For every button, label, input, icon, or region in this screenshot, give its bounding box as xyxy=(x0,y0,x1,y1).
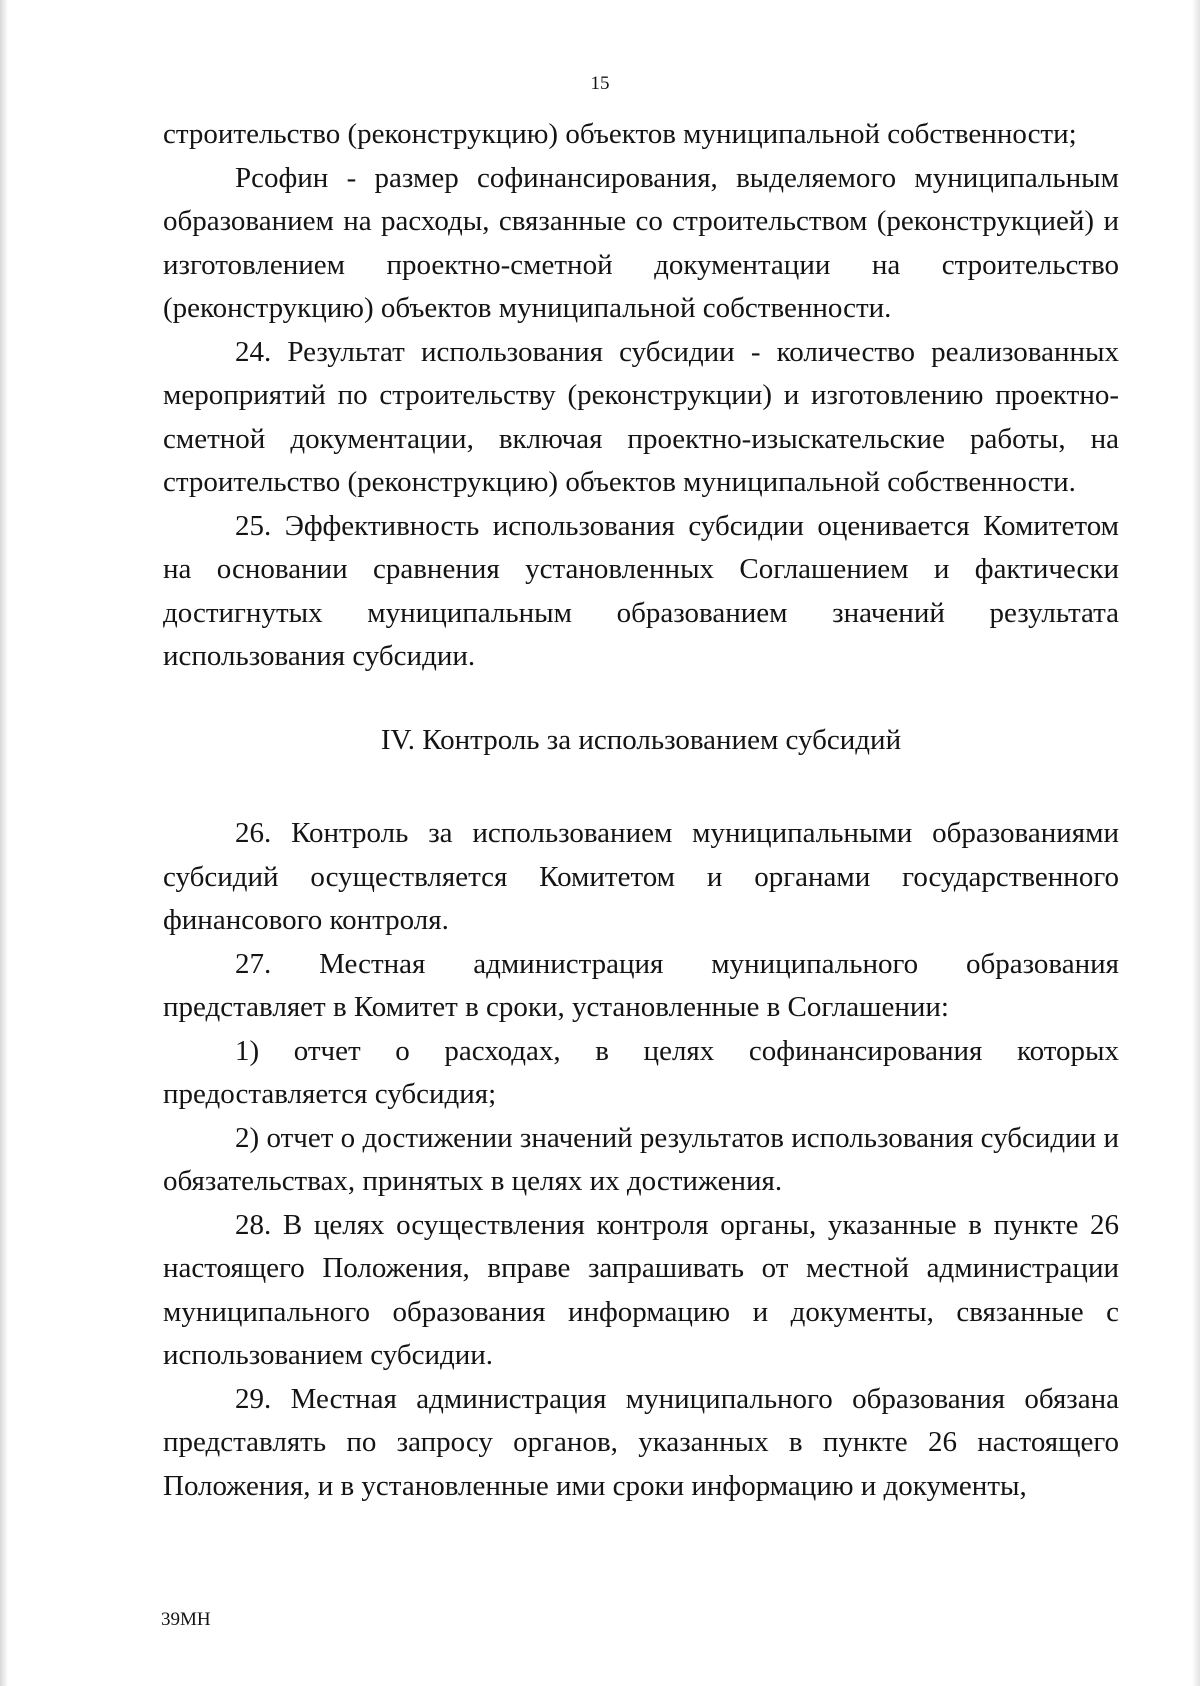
paragraph: 1) отчет о расходах, в целях софинансирования которых предоставляется субсидия; xyxy=(163,1034,1119,1110)
section-heading: IV. Контроль за использованием субсидий xyxy=(380,723,902,756)
document-body xyxy=(163,113,1119,1508)
document-code: 39МН xyxy=(161,1609,211,1630)
paragraph: 28. В целях осуществления контроля органы, указанные в пункте 26 настоящего Положения, вправе запрашивать от местной администрации муниципального образования информацию и документы, связанные с использованием субсидии. xyxy=(163,1208,1119,1371)
scan-edge-right xyxy=(1192,0,1200,1686)
paragraph: 25. Эффективность использования субсидии оценивается Комитетом на основании сравнения установленных Соглашением и фактически достигнутых муниципальным образованием значений результата использования субсидии. xyxy=(163,509,1119,672)
scan-edge-left xyxy=(0,0,8,1686)
paragraph: 24. Результат использования субсидии - количество реализованных мероприятий по строительству (реконструкции) и изготовлению проектно-сметной документации, включая проектно-изыскательские работы, на строительство (реконструкцию) объектов муниципальной собственности. xyxy=(163,335,1119,498)
paragraph: 27. Местная администрация муниципального образования представляет в Комитет в сроки, установленные в Соглашении: xyxy=(163,947,1119,1023)
paragraphs-bottom xyxy=(163,812,1119,1508)
page-number: 15 xyxy=(590,73,610,94)
paragraph: 26. Контроль за использованием муниципальными образованиями субсидий осуществляется Комитетом и органами государственного финансового контроля. xyxy=(163,817,1119,936)
paragraph: строительство (реконструкцию) объектов муниципальной собственности; xyxy=(163,118,1077,150)
paragraphs-top xyxy=(163,113,1119,679)
paragraph: 29. Местная администрация муниципального образования обязана представлять по запросу органов, указанных в пункте 26 настоящего Положения, и в установленные ими сроки информацию и документы, xyxy=(163,1382,1119,1502)
paragraph: 2) отчет о достижении значений результатов использования субсидии и обязательствах, принятых в целях их достижения. xyxy=(163,1121,1119,1197)
paragraph: Рсофин - размер софинансирования, выделяемого муниципальным образованием на расходы, связанные со строительством (реконструкцией) и изготовлением проектно-сметной документации на строительство (реконструкцию) объектов муниципальной собственности. xyxy=(163,161,1119,324)
